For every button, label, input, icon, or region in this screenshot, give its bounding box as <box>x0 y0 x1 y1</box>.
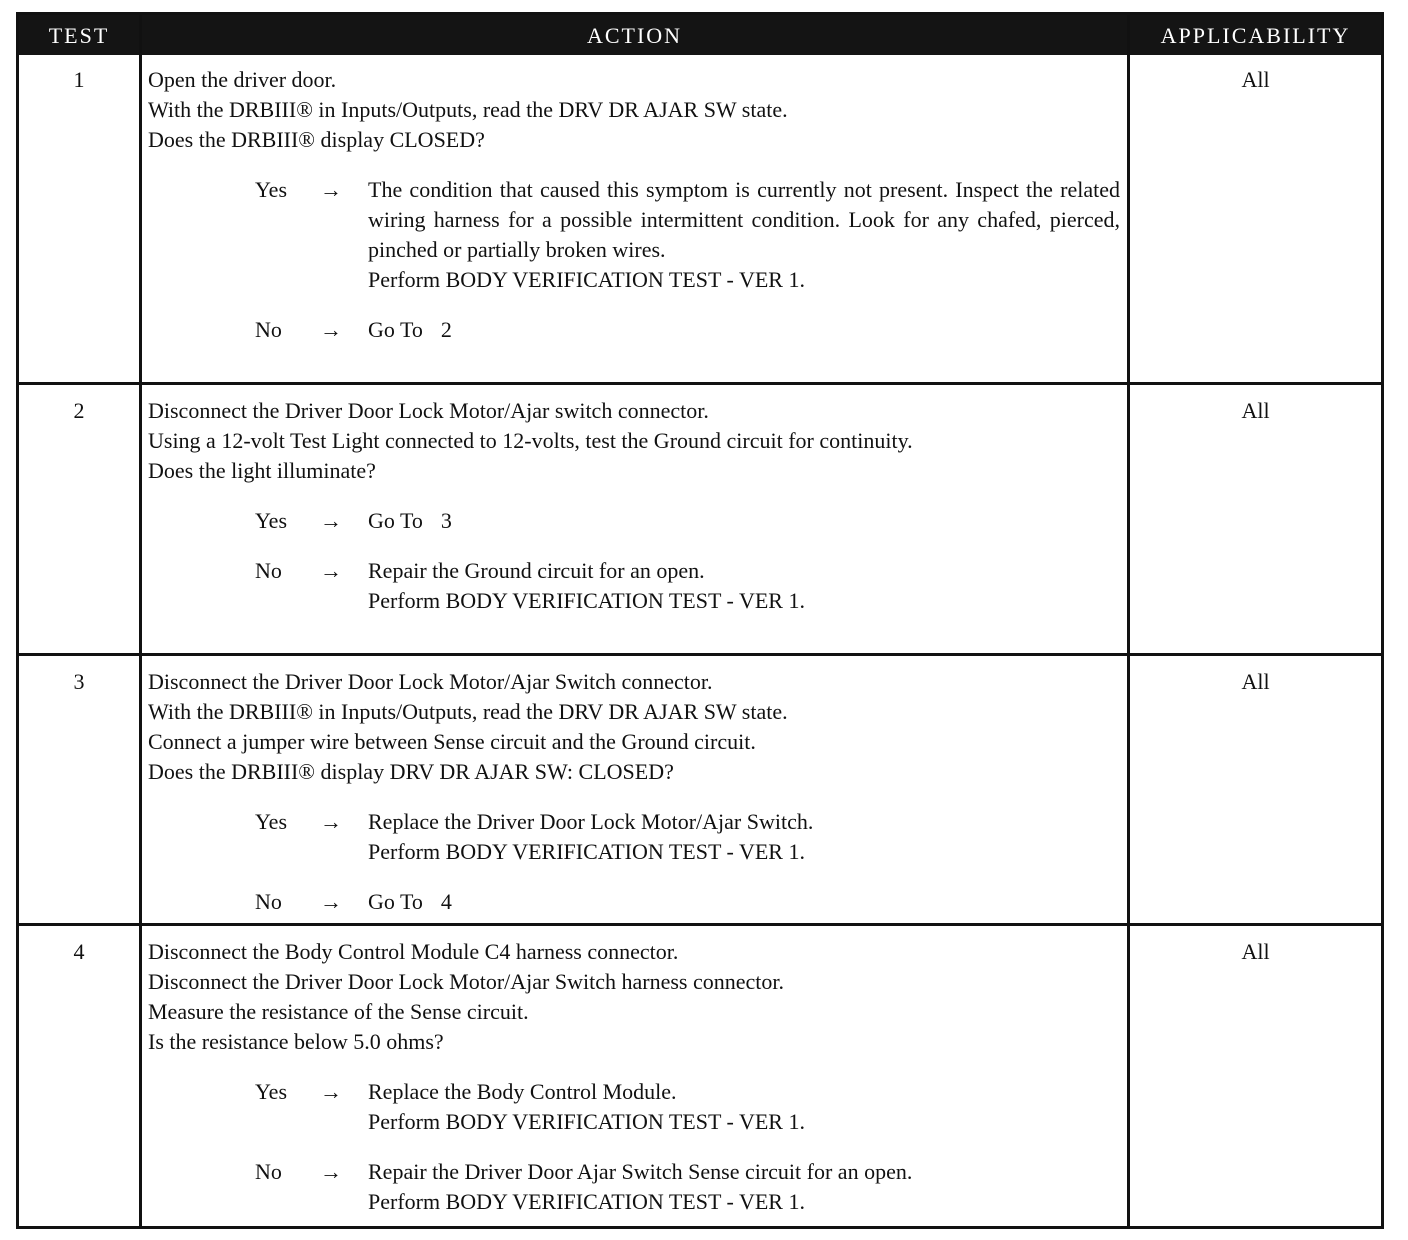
no-label: No <box>255 558 282 583</box>
applicability-value: All <box>1241 669 1270 694</box>
no-result <box>368 315 1120 345</box>
action-step: Measure the resistance of the Sense circuit. <box>148 999 529 1024</box>
diagnostic-table <box>16 12 1384 1229</box>
yes-branch <box>148 807 1120 867</box>
goto-text: Go To <box>368 317 423 342</box>
yes-branch <box>148 506 1120 536</box>
action-step: Disconnect the Body Control Module C4 harness connector. <box>148 939 679 964</box>
right-arrow-icon: → <box>320 558 342 583</box>
result-text: Perform BODY VERIFICATION TEST - VER 1. <box>368 1189 805 1214</box>
no-branch <box>148 1157 1120 1217</box>
yes-label: Yes <box>255 177 288 202</box>
row-divider <box>19 382 1381 385</box>
right-arrow-icon: → <box>320 317 342 342</box>
column-divider <box>139 15 142 1226</box>
test-number: 4 <box>73 939 85 964</box>
result-text: Replace the Body Control Module. <box>368 1079 677 1104</box>
action-cell <box>148 667 1120 917</box>
right-arrow-icon: → <box>320 809 342 834</box>
result-text: Perform BODY VERIFICATION TEST - VER 1. <box>368 839 805 864</box>
goto-text: Go To <box>368 508 423 533</box>
action-cell <box>148 396 1120 616</box>
action-step: Using a 12-volt Test Light connected to 12-volts, test the Ground circuit for continuity. <box>148 428 913 453</box>
applicability-value: All <box>1241 67 1270 92</box>
action-step: Connect a jumper wire between Sense circuit and the Ground circuit. <box>148 729 756 754</box>
no-result <box>368 887 1120 917</box>
yes-result <box>368 807 1120 867</box>
no-branch <box>148 887 1120 917</box>
no-branch <box>148 556 1120 616</box>
no-label: No <box>255 889 282 914</box>
applicability-value: All <box>1241 939 1270 964</box>
yes-result <box>368 1077 1120 1137</box>
right-arrow-icon: → <box>320 889 342 914</box>
right-arrow-icon: → <box>320 1079 342 1104</box>
applicability-value: All <box>1241 398 1270 423</box>
test-number: 2 <box>73 398 85 423</box>
header-action: ACTION <box>586 23 683 48</box>
yes-label: Yes <box>255 809 288 834</box>
goto-step-number: 3 <box>440 508 452 533</box>
action-step: Does the DRBIII® display CLOSED? <box>148 127 485 152</box>
no-result <box>368 556 1120 616</box>
goto-text: Go To <box>368 889 423 914</box>
result-text: Replace the Driver Door Lock Motor/Ajar Switch. <box>368 809 814 834</box>
right-arrow-icon: → <box>320 177 342 202</box>
result-text: The condition that caused this symptom is currently not present. Inspect the related wiring harness for a possible intermittent condition. Look for any chafed, pierced, pinched or partially broken wires. <box>368 177 1120 262</box>
column-divider <box>1127 15 1130 1226</box>
row-divider <box>19 653 1381 656</box>
row-divider <box>19 923 1381 926</box>
right-arrow-icon: → <box>320 508 342 533</box>
action-step: Is the resistance below 5.0 ohms? <box>148 1029 444 1054</box>
action-step: Open the driver door. <box>148 67 337 92</box>
action-cell <box>148 65 1120 345</box>
yes-branch <box>148 175 1120 295</box>
goto-step-number: 4 <box>440 889 452 914</box>
action-step: With the DRBIII® in Inputs/Outputs, read the DRV DR AJAR SW state. <box>148 699 788 724</box>
action-step: With the DRBIII® in Inputs/Outputs, read the DRV DR AJAR SW state. <box>148 97 788 122</box>
action-step: Disconnect the Driver Door Lock Motor/Ajar Switch harness connector. <box>148 969 784 994</box>
result-text: Perform BODY VERIFICATION TEST - VER 1. <box>368 588 805 613</box>
right-arrow-icon: → <box>320 1159 342 1184</box>
header-applicability: APPLICABILITY <box>1160 23 1351 48</box>
yes-label: Yes <box>255 508 288 533</box>
header-test: TEST <box>48 23 110 48</box>
table-header <box>19 15 1381 55</box>
action-step: Disconnect the Driver Door Lock Motor/Ajar switch connector. <box>148 398 709 423</box>
yes-branch <box>148 1077 1120 1137</box>
action-cell <box>148 937 1120 1217</box>
action-step: Does the light illuminate? <box>148 458 376 483</box>
yes-result <box>368 175 1120 295</box>
test-number: 1 <box>73 67 85 92</box>
no-branch <box>148 315 1120 345</box>
action-step: Disconnect the Driver Door Lock Motor/Ajar Switch connector. <box>148 669 713 694</box>
no-label: No <box>255 1159 282 1184</box>
result-text: Repair the Ground circuit for an open. <box>368 558 705 583</box>
goto-step-number: 2 <box>440 317 452 342</box>
yes-label: Yes <box>255 1079 288 1104</box>
result-text: Perform BODY VERIFICATION TEST - VER 1. <box>368 267 805 292</box>
action-step: Does the DRBIII® display DRV DR AJAR SW: CLOSED? <box>148 759 674 784</box>
result-text: Perform BODY VERIFICATION TEST - VER 1. <box>368 1109 805 1134</box>
no-label: No <box>255 317 282 342</box>
result-text: Repair the Driver Door Ajar Switch Sense circuit for an open. <box>368 1159 913 1184</box>
yes-result <box>368 506 1120 536</box>
test-number: 3 <box>73 669 85 694</box>
no-result <box>368 1157 1120 1217</box>
